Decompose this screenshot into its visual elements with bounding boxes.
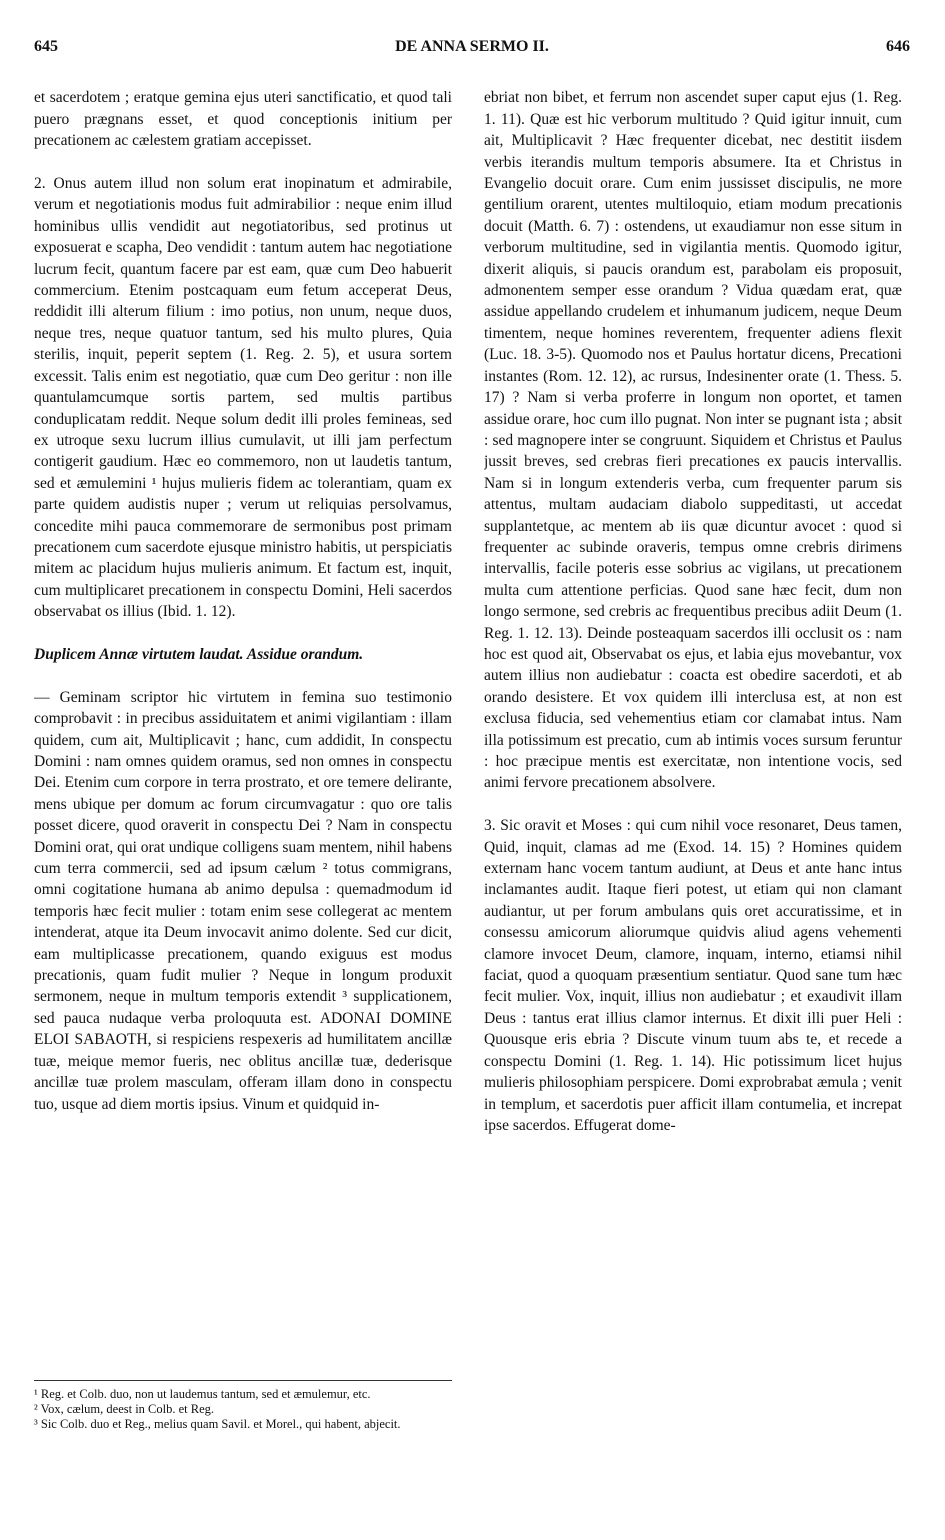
- footnote: ³ Sic Colb. duo et Reg., melius quam Savil. et Morel., qui habent, abjecit.: [34, 1417, 401, 1431]
- paragraph: 2. Onus autem illud non solum erat inopinatum et admirabile, verum et negotiationis modus fuit admirabilior : neque enim illud hominibus ullis vendidit aut negotiatoribus, sed protinus ut exposuerat e scapha, Deo vendidit : tantum autem hac negotiatione lucrum fecit, quantum facere par est eam, quæ cum Deo habuerit commercium. Etenim postcaquam eum fetum acceperat Deus, reddidit illi alterum filium : imo potius, non unum, neque duos, neque tres, neque quatuor tantum, sed his multo plures, Quia sterilis, inquit, peperit septem (1. Reg. 2. 5), et usura sortem excessit. Talis enim est negotiatio, quæ cum Deo geritur : non ille quantulamcumque sortis partem, sed multis partibus conduplicatam reddit. Neque solum dedit illi proles femineas, sed ex utroque sexu lucrum illius cumulavit, ut illi jam perfectum contigerit gaudium. Hæc eo commemoro, non ut laudetis tantum, sed et æmulemini ¹ hujus mulieris fidem ac tolerantiam, quam ex parte quidem audistis nuper ; verum ut reliquias persolvamus, concedite mihi pauca commemorare de sermonibus post primam precationem cum sacerdote ejusque ministro habitis, ut perspiciatis mitem ac placidum hujus mulieris animum. Et factum est, inquit, cum multiplicaret precationem in conspectu Domini, Heli sacerdos observabat os illius (Ibid. 1. 12).: [34, 175, 452, 621]
- running-title: DE ANNA SERMO II.: [395, 38, 549, 55]
- footnote: ² Vox, cælum, deest in Colb. et Reg.: [34, 1402, 215, 1416]
- right-column: [484, 66, 902, 1526]
- page-number-right: 646: [886, 38, 910, 55]
- paragraph: 3. Sic oravit et Moses : qui cum nihil voce resonaret, Deus tamen, Quid, inquit, clamas ad me (Exod. 14. 15) ? Homines quidem externam hanc vocem tantum audiunt, at Deus et ante hanc intus inclamantes audit. Itaque fieri potest, ut etiam qui non clamant audiantur, ut per forum ambulans quis oret accuratissime, et in consessu amicorum aliorumque quidvis aliud agens vehementi clamore invocet Deum, clamore, inquam, interno, etiamsi nihil faciat, quod a quoquam præsentium sentiatur. Quod sane tum hæc fecit mulier. Vox, inquit, illius non audiebatur ; et exaudivit illam Deus : tantus erat illius clamor internus. Et dixit illi puer Heli : Quousque eris ebria ? Discute vinum tuum abs te, et recede a conspectu Domini (1. Reg. 1. 14). Hic potissimum licet hujus mulieris philosophiam perspicere. Domi exprobrabat æmula ; venit in templum, et sacerdotis puer afficit illam contumelia, et increpat ipse sacerdos. Effugerat dome-: [484, 817, 902, 1134]
- running-header: [34, 38, 910, 56]
- paragraph: et sacerdotem ; eratque gemina ejus uteri sanctificatio, et quod tali puero prægnans esset, et quod conceptionis initium per precationem ac cælestem gratiam accepisset.: [34, 89, 452, 150]
- paragraph: — Geminam scriptor hic virtutem in femina suo testimonio comprobavit : in precibus assiduitatem et animi vigilantiam : illam quidem, cum ait, Multiplicavit ; hanc, cum addidit, In conspectu Domini : nam omnes quidem oramus, sed non omnes in conspectu Dei. Etenim cum corpore in terra prostrato, et ore temere delirante, mens ubique per domum ac forum circumvagatur : quo ore talis posset dicere, quod oraverit in conspectu Dei ? Nam in conspectu Domini orat, qui orat undique colligens suam mentem, nihil habens cum terra commercii, sed ad ipsum cælum ² totus commigrans, omni cogitatione humana ab animo depulsa : quemadmodum id temporis hæc fecit mulier : totam enim sese collegerat ac mentem intenderat, atque ita Deum invocavit animo dolente. Sed cur dicit, eam multiplicasse precationem, quando exiguus est modus precationis, quam fudit mulier ? Neque in longum produxit sermonem, neque in multum temporis extendit ³ supplicationem, sed pauca nudaque verba proloquuta est. ADONAI DOMINE ELOI SABAOTH, si respiciens respexeris ad humilitatem ancillæ tuæ, meique memor fueris, nec oblitus ancillæ tuæ, dederisque ancillæ tuæ prolem masculam, offeram illam dono in conspectu tuo, usque ad diem mortis ipsius. Vinum et quidquid in-: [34, 688, 452, 1113]
- page-number-left: 645: [34, 38, 58, 55]
- left-column: [34, 66, 452, 1488]
- footnote: ¹ Reg. et Colb. duo, non ut laudemus tantum, sed et æmulemur, etc.: [34, 1387, 371, 1401]
- section-subheading: Duplicem Annæ virtutem laudat. Assidue orandum.: [34, 645, 364, 663]
- paragraph: ebriat non bibet, et ferrum non ascendet super caput ejus (1. Reg. 1. 11). Quæ est hic verborum multitudo ? Quid igitur innuit, cum ait, Multiplicavit ? Hæc frequenter dicebat, nec destitit iisdem verbis iterandis multum temporis absumere. Ita et Christus in Evangelio docuit orare. Cum enim jussisset discipulis, ne more gentilium orarent, utentes multiloquio, etiam modum precationis docuit (Matth. 6. 7) : ostendens, ut exaudiamur non esse situm in verborum multitudine, sed in vigilantia mentis. Quomodo igitur, dixerit aliquis, si paucis orandum est, parabolam eis proposuit, admonentem semper esse orandum ? Vidua quædam erat, quæ assidue appellando crudelem et inhumanum judicem, neque Deum timentem, neque homines reverentem, frequenter adiens flexit (Luc. 18. 3-5). Quomodo nos et Paulus hortatur dicens, Precationi instantes (Rom. 12. 12), ac rursus, Indesinenter orate (1. Thess. 5. 17) ? Nam si verba proferre in longum non oportet, et tamen assidue orare, hoc cum illo pugnat. Non inter se pugnant ista ; absit : sed magnopere inter se congruunt. Siquidem et Christus et Paulus jussit breves, sed crebras fieri precationes ex paucis intervallis. Nam si in longum extenderis verba, cum frequenter parum sis attentus, multam audaciam diabolo suppeditasti, ut accedat supplantetque, ac mentem ab iis quæ dicuntur avocet : quod si frequenter ac subinde oraveris, tempus omne crebris dirimens intervallis, facile poteris esse sobrius ac vigilans, ut precationem multa cum attentione perficias. Quod sane hæc fecit, dum non longo sermone, sed crebris ac frequentibus precibus adiit Deum (1. Reg. 1. 12. 13). Deinde posteaquam sacerdos illi occlusit os : nam hoc est quod ait, Observabat os ejus, et labia ejus movebantur, vox autem illius non audiebatur : coacta est obedire sacerdoti, et ab orando desistere. Et vox quidem illi interclusa est, at non est exclusa fiducia, sed vehementius etiam cor clamabat intus. Nam illa potissimum est precatio, cum ab intimis voces sursum feruntur : hoc præcipue mentis est exercitatæ, non intentione vocis, sed animi fervore precationem absolvere.: [484, 89, 902, 792]
- footnotes: [34, 1380, 452, 1432]
